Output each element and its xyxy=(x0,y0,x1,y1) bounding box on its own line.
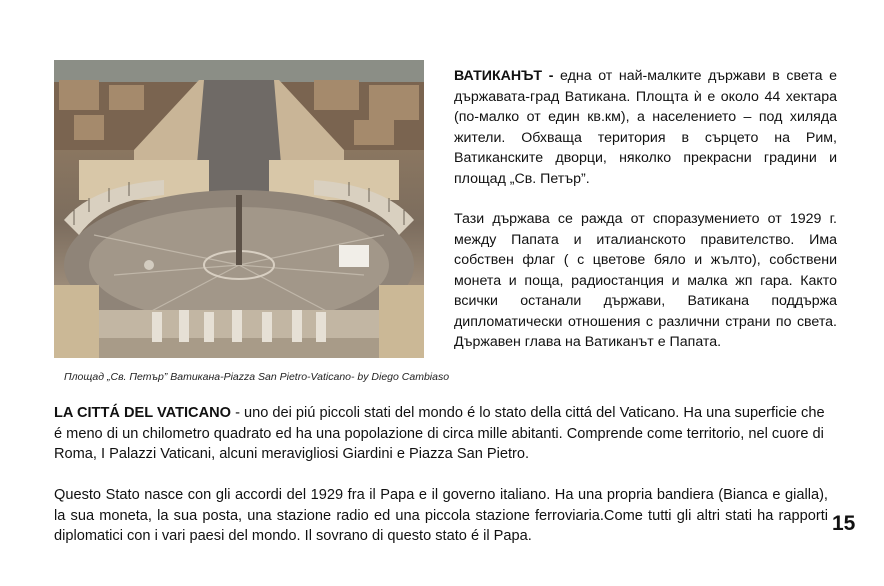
italian-heading: LA CITTÁ DEL VATICANO xyxy=(54,405,232,421)
italian-paragraph-1-text: - uno dei piú piccoli stati del mondo é lo stato della cittá del Vaticano. Ha una superficie che é meno di un chilometro quadrato ed ha una popolazione di circa mille abitanti. Comprende come territorio, nel cuore di Roma, I Palazzi Vaticani, alcuni meravigliosi Giardini e Piazza San Pietro. xyxy=(54,405,825,462)
st-peters-square-photo xyxy=(54,60,424,358)
page-number: 15 xyxy=(832,512,856,535)
bulgarian-paragraph-2: Тази държава се ражда от споразумението от 1929 г. между Папата и италианското правителство. Има собствен флаг ( с цветове бяло и жълто), собствени монета и поща, радиостанция и малка жп гара. Както всички останали държави, Ватикана поддържа дипломатически отношения с различни страни по света. Държавен глава на Ватиканът е Папата. xyxy=(454,211,837,350)
bulgarian-heading: ВАТИКАНЪТ - xyxy=(454,68,554,84)
italian-paragraph-1 xyxy=(54,403,828,465)
italian-paragraph-2: Questo Stato nasce con gli accordi del 1929 fra il Papa e il governo italiano. Ha una propria bandiera (Bianca e gialla), la sua moneta, la sua posta, una stazione radio ed una piccola stazione ferroviaria.Come tutti gli altri stati ha rapporti diplomatici con i vari paesi del mondo. Il sovrano di questo stato é il Papa. xyxy=(54,487,828,544)
photo-caption: Площад „Св. Петър” Ватикана-Piazza San Pietro-Vaticano- by Diego Cambiaso xyxy=(64,371,450,383)
bulgarian-paragraph-1 xyxy=(454,66,837,189)
bulgarian-paragraph-1-text: една от най-малките държави в света е държавата-град Ватикана. Площта ѝ е около 44 хектара (по-малко от един кв.км), а населението – под хиляда жители. Обхваща територия в сърцето на Рим, Ватиканските дворци, няколко прекрасни градини и площад „Св. Петър”. xyxy=(454,68,837,187)
